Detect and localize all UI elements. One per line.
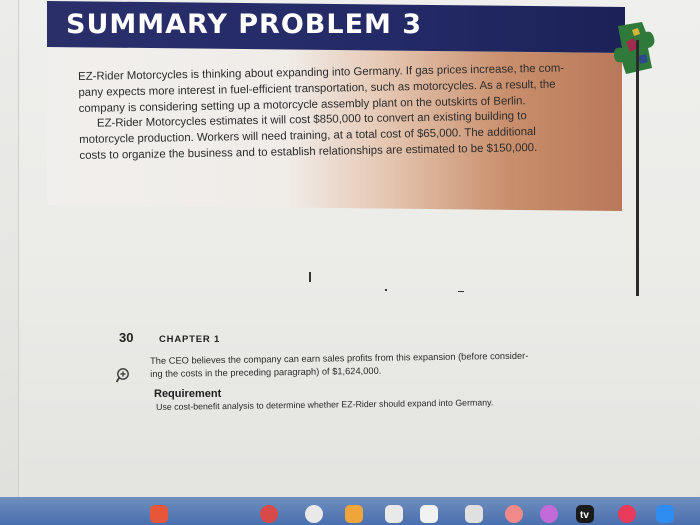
macos-dock xyxy=(0,497,700,525)
page-title: SUMMARY PROBLEM 3 xyxy=(66,9,423,40)
requirement-heading: Requirement xyxy=(154,388,222,400)
summary-line-3: company is considering setting up a motorcycle assembly plant on the outskirts of Berlin. xyxy=(78,94,526,115)
summary-problem-text xyxy=(78,61,600,165)
chapter-label: CHAPTER 1 xyxy=(159,334,221,345)
requirement-text: Use cost-benefit analysis to determine whether EZ-Rider should expand into Germany. xyxy=(156,397,494,412)
continuation-line-2: ing the costs in the preceding paragraph) of $1,624,000. xyxy=(150,365,382,379)
summary-line-4: EZ-Rider Motorcycles estimates it will cost $850,000 to convert an existing building to xyxy=(96,110,527,131)
dock-app-icon[interactable] xyxy=(385,505,403,523)
dock-app-icon[interactable] xyxy=(260,505,278,523)
dock-app-icon[interactable] xyxy=(465,505,483,523)
dock-app-icon[interactable] xyxy=(420,505,438,523)
summary-line-1: EZ-Rider Motorcycles is thinking about expanding into Germany. If gas prices increase, the com- xyxy=(78,62,565,83)
dock-app-icon[interactable] xyxy=(150,505,168,523)
continuation-line-1: The CEO believes the company can earn sales profits from this expansion (before consider- xyxy=(150,350,529,366)
apple-tv-label: tv xyxy=(580,510,589,521)
summary-line-5: motorcycle production. Workers will need training, at a total cost of $65,000. The additional xyxy=(79,126,536,147)
dock-app-icon[interactable] xyxy=(305,505,323,523)
dock-app-icon[interactable] xyxy=(540,505,558,523)
dock-app-icon[interactable] xyxy=(345,505,363,523)
summary-line-2: pany expects more interest in fuel-efficient transportation, such as motorcycles. As a result, the xyxy=(78,78,556,99)
app-store-icon[interactable] xyxy=(656,505,674,523)
dock-app-icon[interactable] xyxy=(618,505,636,523)
page-edge-rule xyxy=(636,40,639,296)
dock-app-icon[interactable] xyxy=(505,505,523,523)
magnifier-plus-icon xyxy=(116,367,132,385)
page-number: 30 xyxy=(119,330,134,345)
summary-line-6: costs to organize the business and to establish relationships are estimated to be $150,000. xyxy=(79,141,538,162)
